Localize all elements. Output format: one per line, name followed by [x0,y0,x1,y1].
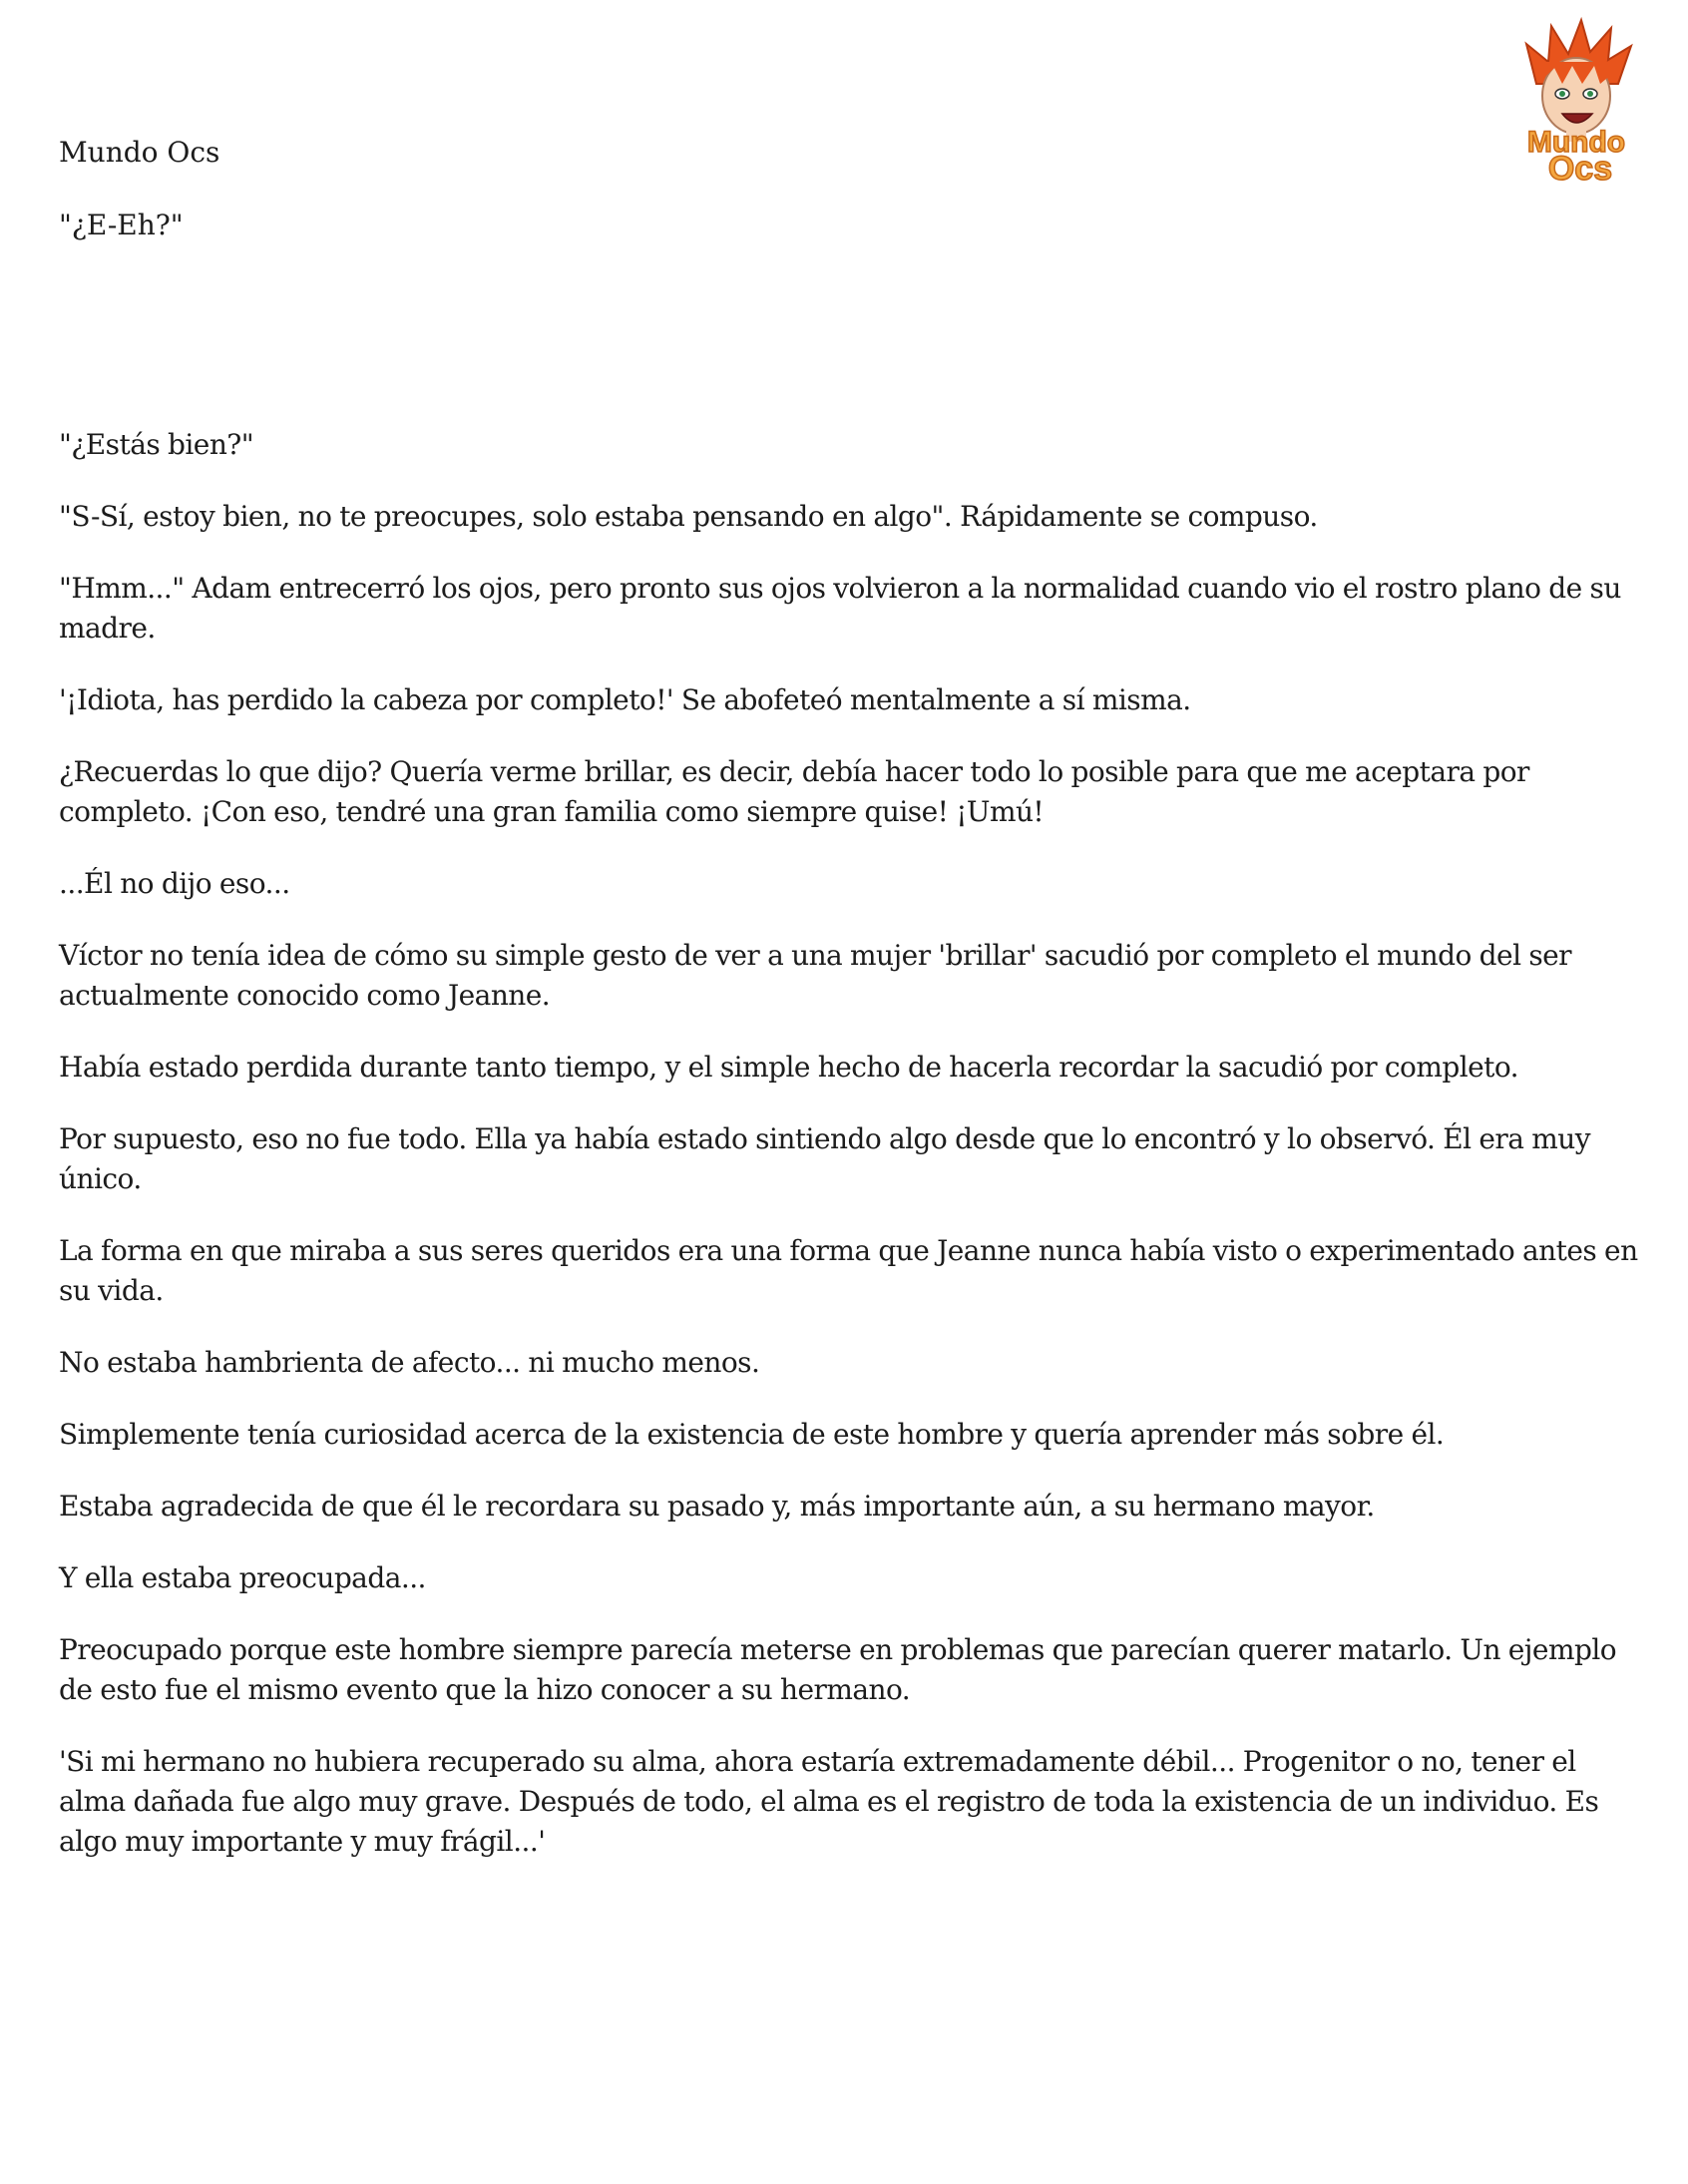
paragraph: Estaba agradecida de que él le recordara su pasado y, más importante aún, a su hermano mayor. [59,1490,1375,1523]
paragraph: Y ella estaba preocupada... [59,1561,426,1594]
logo-text-line1: Mundo [1526,126,1626,159]
paragraph: "¿Estás bien?" [59,428,254,461]
paragraph: Por supuesto, eso no fue todo. Ella ya había estado sintiendo algo desde que lo encontró y lo observó. Él era muy único. [59,1122,1590,1195]
paragraph: '¡Idiota, has perdido la cabeza por completo!' Se abofeteó mentalmente a sí misma. [59,683,1191,716]
paragraph: ¿Recuerdas lo que dijo? Quería verme brillar, es decir, debía hacer todo lo posible para que me aceptara por completo. ¡Con eso, tendré una gran familia como siempre quise! ¡Umú! [59,755,1529,828]
page-title: Mundo Ocs [59,136,220,169]
paragraph: Había estado perdida durante tanto tiempo, y el simple hecho de hacerla recordar la sacudió por completo. [59,1051,1518,1084]
paragraph: ...Él no dijo eso... [59,867,290,900]
document-body [59,425,1645,1894]
paragraph: La forma en que miraba a sus seres queridos era una forma que Jeanne nunca había visto o experimentado antes en su vida. [59,1234,1638,1307]
paragraph: No estaba hambrienta de afecto... ni mucho menos. [59,1346,760,1379]
paragraph: 'Si mi hermano no hubiera recuperado su alma, ahora estaría extremadamente débil... Progenitor o no, tener el alma dañada fue algo muy grave. Después de todo, el alma es el registro de toda la existencia de un individuo. Es algo muy importante y muy frágil...' [59,1745,1599,1858]
paragraph: Simplemente tenía curiosidad acerca de la existencia de este hombre y quería aprender más sobre él. [59,1418,1445,1451]
paragraph: "Hmm..." Adam entrecerró los ojos, pero pronto sus ojos volvieron a la normalidad cuando vio el rostro plano de su madre. [59,572,1621,645]
opening-line: "¿E-Eh?" [59,209,184,241]
mundo-ocs-logo [1496,14,1656,184]
mascot-logo-icon [1496,14,1656,184]
paragraph: Víctor no tenía idea de cómo su simple gesto de ver a una mujer 'brillar' sacudió por completo el mundo del ser actualmente conocido como Jeanne. [59,939,1572,1012]
paragraph: Preocupado porque este hombre siempre parecía meterse en problemas que parecían querer matarlo. Un ejemplo de esto fue el mismo evento que la hizo conocer a su hermano. [59,1633,1617,1706]
paragraph: "S-Sí, estoy bien, no te preocupes, solo estaba pensando en algo". Rápidamente se compuso. [59,500,1318,533]
logo-text-line2: Ocs [1547,150,1613,184]
